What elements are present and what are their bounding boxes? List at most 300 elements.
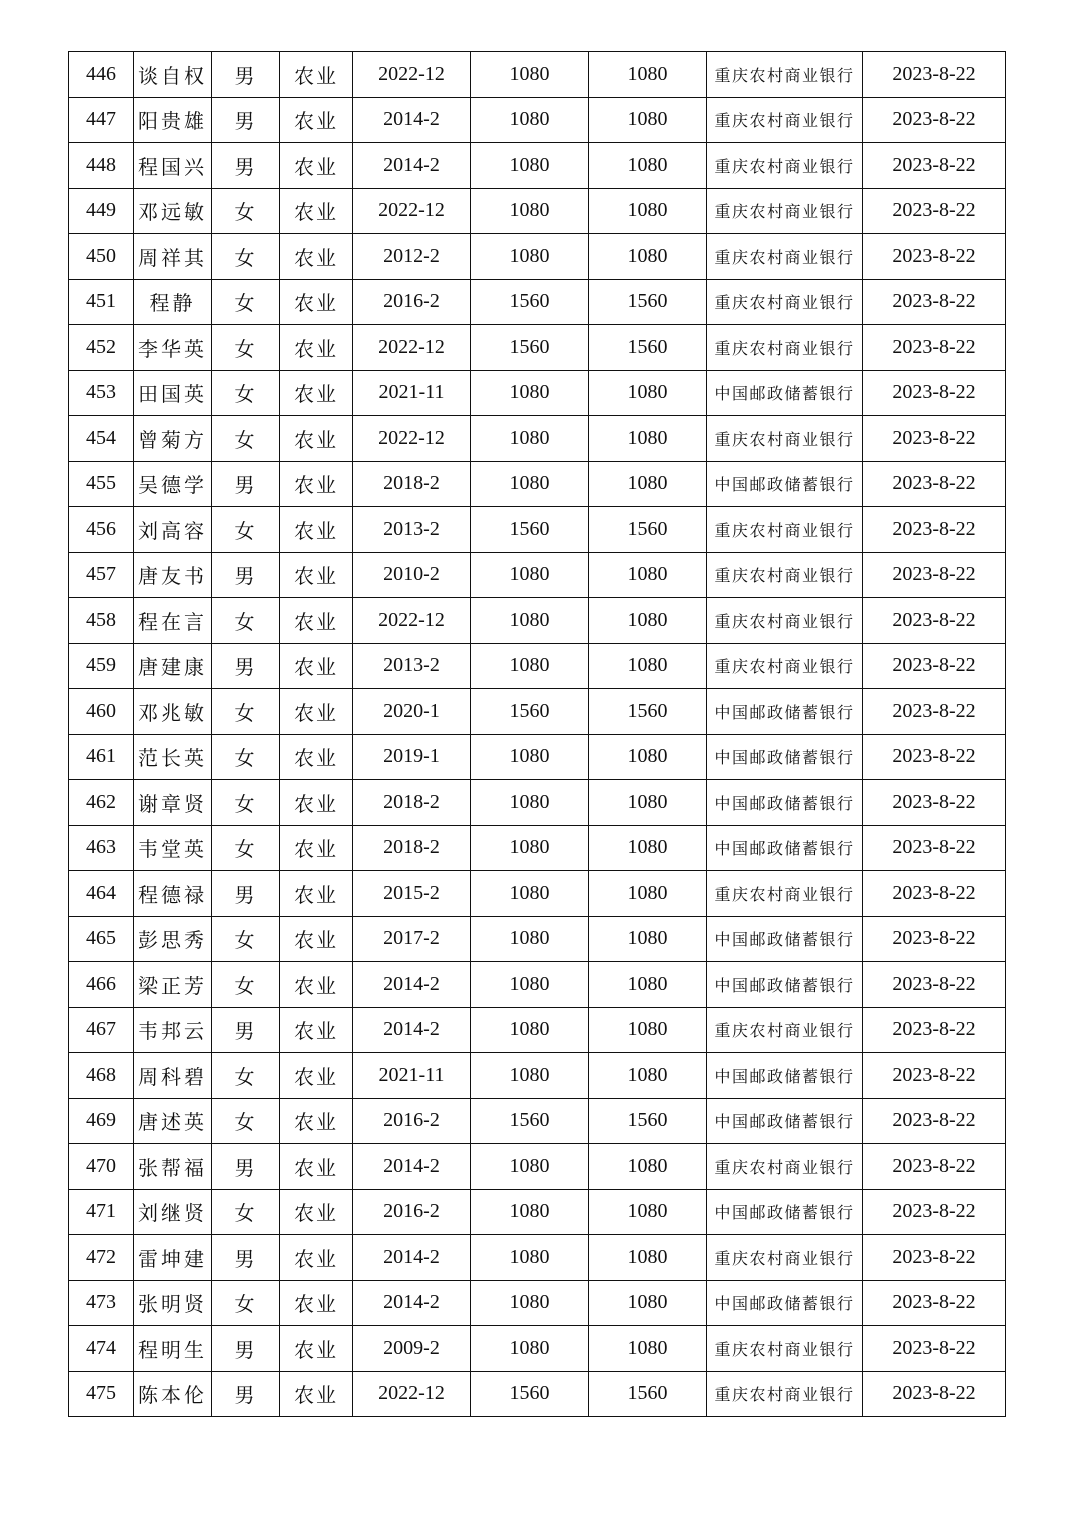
bank-name-cell: 中国邮政储蓄银行 bbox=[707, 780, 863, 826]
start-date-cell: 2017-2 bbox=[353, 916, 471, 962]
bank-name-cell: 重庆农村商业银行 bbox=[707, 52, 863, 98]
start-date-cell: 2014-2 bbox=[353, 962, 471, 1008]
issue-date-cell: 2023-8-22 bbox=[863, 962, 1006, 1008]
amount-standard-cell: 1560 bbox=[471, 325, 589, 371]
table-row bbox=[69, 871, 1006, 917]
start-date-cell: 2014-2 bbox=[353, 1280, 471, 1326]
start-date-cell: 2009-2 bbox=[353, 1326, 471, 1372]
person-name-cell: 刘继贤 bbox=[134, 1189, 212, 1235]
table-row bbox=[69, 52, 1006, 98]
table-row bbox=[69, 325, 1006, 371]
occupation-cell: 农业 bbox=[280, 279, 353, 325]
amount-standard-cell: 1080 bbox=[471, 234, 589, 280]
bank-name-cell: 重庆农村商业银行 bbox=[707, 643, 863, 689]
record-table bbox=[68, 51, 1006, 1417]
table-row bbox=[69, 1326, 1006, 1372]
table-row bbox=[69, 97, 1006, 143]
serial-number-cell: 453 bbox=[69, 370, 134, 416]
amount-paid-cell: 1560 bbox=[589, 325, 707, 371]
serial-number-cell: 462 bbox=[69, 780, 134, 826]
amount-standard-cell: 1080 bbox=[471, 1053, 589, 1099]
amount-paid-cell: 1080 bbox=[589, 188, 707, 234]
amount-paid-cell: 1080 bbox=[589, 461, 707, 507]
serial-number-cell: 460 bbox=[69, 689, 134, 735]
bank-name-cell: 重庆农村商业银行 bbox=[707, 325, 863, 371]
gender-cell: 男 bbox=[212, 552, 280, 598]
gender-cell: 女 bbox=[212, 416, 280, 462]
start-date-cell: 2021-11 bbox=[353, 370, 471, 416]
start-date-cell: 2010-2 bbox=[353, 552, 471, 598]
person-name-cell: 陈本伦 bbox=[134, 1371, 212, 1417]
amount-standard-cell: 1080 bbox=[471, 598, 589, 644]
bank-name-cell: 重庆农村商业银行 bbox=[707, 188, 863, 234]
table-row bbox=[69, 689, 1006, 735]
serial-number-cell: 468 bbox=[69, 1053, 134, 1099]
amount-paid-cell: 1560 bbox=[589, 689, 707, 735]
table-row bbox=[69, 370, 1006, 416]
person-name-cell: 李华英 bbox=[134, 325, 212, 371]
occupation-cell: 农业 bbox=[280, 52, 353, 98]
issue-date-cell: 2023-8-22 bbox=[863, 1189, 1006, 1235]
amount-standard-cell: 1080 bbox=[471, 1144, 589, 1190]
person-name-cell: 唐友书 bbox=[134, 552, 212, 598]
serial-number-cell: 464 bbox=[69, 871, 134, 917]
occupation-cell: 农业 bbox=[280, 461, 353, 507]
gender-cell: 女 bbox=[212, 825, 280, 871]
bank-name-cell: 重庆农村商业银行 bbox=[707, 234, 863, 280]
issue-date-cell: 2023-8-22 bbox=[863, 1235, 1006, 1281]
person-name-cell: 阳贵雄 bbox=[134, 97, 212, 143]
gender-cell: 女 bbox=[212, 1053, 280, 1099]
gender-cell: 男 bbox=[212, 1326, 280, 1372]
amount-paid-cell: 1560 bbox=[589, 1371, 707, 1417]
gender-cell: 女 bbox=[212, 1189, 280, 1235]
person-name-cell: 程静 bbox=[134, 279, 212, 325]
table-row bbox=[69, 1235, 1006, 1281]
occupation-cell: 农业 bbox=[280, 1235, 353, 1281]
amount-paid-cell: 1080 bbox=[589, 1144, 707, 1190]
bank-name-cell: 重庆农村商业银行 bbox=[707, 1144, 863, 1190]
person-name-cell: 梁正芳 bbox=[134, 962, 212, 1008]
serial-number-cell: 450 bbox=[69, 234, 134, 280]
occupation-cell: 农业 bbox=[280, 507, 353, 553]
serial-number-cell: 446 bbox=[69, 52, 134, 98]
serial-number-cell: 454 bbox=[69, 416, 134, 462]
person-name-cell: 邓远敏 bbox=[134, 188, 212, 234]
bank-name-cell: 中国邮政储蓄银行 bbox=[707, 962, 863, 1008]
serial-number-cell: 473 bbox=[69, 1280, 134, 1326]
bank-name-cell: 重庆农村商业银行 bbox=[707, 871, 863, 917]
gender-cell: 女 bbox=[212, 507, 280, 553]
amount-standard-cell: 1080 bbox=[471, 188, 589, 234]
occupation-cell: 农业 bbox=[280, 143, 353, 189]
table-row bbox=[69, 188, 1006, 234]
serial-number-cell: 469 bbox=[69, 1098, 134, 1144]
table-row bbox=[69, 916, 1006, 962]
serial-number-cell: 472 bbox=[69, 1235, 134, 1281]
occupation-cell: 农业 bbox=[280, 643, 353, 689]
amount-standard-cell: 1080 bbox=[471, 825, 589, 871]
issue-date-cell: 2023-8-22 bbox=[863, 1007, 1006, 1053]
person-name-cell: 程明生 bbox=[134, 1326, 212, 1372]
start-date-cell: 2022-12 bbox=[353, 598, 471, 644]
table-row bbox=[69, 1007, 1006, 1053]
person-name-cell: 程在言 bbox=[134, 598, 212, 644]
occupation-cell: 农业 bbox=[280, 916, 353, 962]
person-name-cell: 周科碧 bbox=[134, 1053, 212, 1099]
serial-number-cell: 449 bbox=[69, 188, 134, 234]
table-row bbox=[69, 234, 1006, 280]
table-row bbox=[69, 1189, 1006, 1235]
table-row bbox=[69, 1144, 1006, 1190]
start-date-cell: 2022-12 bbox=[353, 325, 471, 371]
bank-name-cell: 重庆农村商业银行 bbox=[707, 279, 863, 325]
serial-number-cell: 471 bbox=[69, 1189, 134, 1235]
bank-name-cell: 重庆农村商业银行 bbox=[707, 416, 863, 462]
occupation-cell: 农业 bbox=[280, 1144, 353, 1190]
table-row bbox=[69, 1053, 1006, 1099]
amount-paid-cell: 1560 bbox=[589, 507, 707, 553]
serial-number-cell: 457 bbox=[69, 552, 134, 598]
issue-date-cell: 2023-8-22 bbox=[863, 598, 1006, 644]
person-name-cell: 谈自权 bbox=[134, 52, 212, 98]
table-row bbox=[69, 416, 1006, 462]
issue-date-cell: 2023-8-22 bbox=[863, 370, 1006, 416]
occupation-cell: 农业 bbox=[280, 552, 353, 598]
issue-date-cell: 2023-8-22 bbox=[863, 689, 1006, 735]
amount-paid-cell: 1080 bbox=[589, 1280, 707, 1326]
serial-number-cell: 452 bbox=[69, 325, 134, 371]
amount-paid-cell: 1080 bbox=[589, 143, 707, 189]
table-row bbox=[69, 279, 1006, 325]
occupation-cell: 农业 bbox=[280, 1371, 353, 1417]
start-date-cell: 2020-1 bbox=[353, 689, 471, 735]
issue-date-cell: 2023-8-22 bbox=[863, 643, 1006, 689]
bank-name-cell: 中国邮政储蓄银行 bbox=[707, 689, 863, 735]
issue-date-cell: 2023-8-22 bbox=[863, 1098, 1006, 1144]
issue-date-cell: 2023-8-22 bbox=[863, 325, 1006, 371]
gender-cell: 女 bbox=[212, 598, 280, 644]
amount-paid-cell: 1080 bbox=[589, 1235, 707, 1281]
start-date-cell: 2014-2 bbox=[353, 97, 471, 143]
person-name-cell: 程国兴 bbox=[134, 143, 212, 189]
amount-standard-cell: 1560 bbox=[471, 507, 589, 553]
bank-name-cell: 中国邮政储蓄银行 bbox=[707, 916, 863, 962]
amount-paid-cell: 1080 bbox=[589, 370, 707, 416]
gender-cell: 男 bbox=[212, 1007, 280, 1053]
gender-cell: 男 bbox=[212, 97, 280, 143]
bank-name-cell: 重庆农村商业银行 bbox=[707, 507, 863, 553]
gender-cell: 男 bbox=[212, 643, 280, 689]
person-name-cell: 韦邦云 bbox=[134, 1007, 212, 1053]
occupation-cell: 农业 bbox=[280, 962, 353, 1008]
amount-standard-cell: 1560 bbox=[471, 1371, 589, 1417]
gender-cell: 女 bbox=[212, 1280, 280, 1326]
amount-paid-cell: 1080 bbox=[589, 916, 707, 962]
issue-date-cell: 2023-8-22 bbox=[863, 1326, 1006, 1372]
table-body bbox=[69, 52, 1006, 1417]
person-name-cell: 刘高容 bbox=[134, 507, 212, 553]
start-date-cell: 2021-11 bbox=[353, 1053, 471, 1099]
issue-date-cell: 2023-8-22 bbox=[863, 780, 1006, 826]
amount-paid-cell: 1080 bbox=[589, 1326, 707, 1372]
amount-standard-cell: 1080 bbox=[471, 734, 589, 780]
table-row bbox=[69, 962, 1006, 1008]
serial-number-cell: 461 bbox=[69, 734, 134, 780]
amount-paid-cell: 1080 bbox=[589, 97, 707, 143]
gender-cell: 女 bbox=[212, 780, 280, 826]
amount-paid-cell: 1080 bbox=[589, 1189, 707, 1235]
gender-cell: 女 bbox=[212, 279, 280, 325]
occupation-cell: 农业 bbox=[280, 325, 353, 371]
issue-date-cell: 2023-8-22 bbox=[863, 1371, 1006, 1417]
bank-name-cell: 重庆农村商业银行 bbox=[707, 598, 863, 644]
amount-standard-cell: 1080 bbox=[471, 871, 589, 917]
amount-standard-cell: 1560 bbox=[471, 689, 589, 735]
start-date-cell: 2013-2 bbox=[353, 643, 471, 689]
occupation-cell: 农业 bbox=[280, 188, 353, 234]
amount-paid-cell: 1080 bbox=[589, 234, 707, 280]
issue-date-cell: 2023-8-22 bbox=[863, 188, 1006, 234]
amount-paid-cell: 1080 bbox=[589, 416, 707, 462]
amount-standard-cell: 1080 bbox=[471, 552, 589, 598]
bank-name-cell: 中国邮政储蓄银行 bbox=[707, 1098, 863, 1144]
start-date-cell: 2018-2 bbox=[353, 825, 471, 871]
serial-number-cell: 463 bbox=[69, 825, 134, 871]
table-row bbox=[69, 598, 1006, 644]
person-name-cell: 邓兆敏 bbox=[134, 689, 212, 735]
start-date-cell: 2013-2 bbox=[353, 507, 471, 553]
start-date-cell: 2018-2 bbox=[353, 780, 471, 826]
occupation-cell: 农业 bbox=[280, 370, 353, 416]
issue-date-cell: 2023-8-22 bbox=[863, 825, 1006, 871]
person-name-cell: 雷坤建 bbox=[134, 1235, 212, 1281]
table-row bbox=[69, 507, 1006, 553]
issue-date-cell: 2023-8-22 bbox=[863, 1144, 1006, 1190]
amount-paid-cell: 1080 bbox=[589, 1053, 707, 1099]
table-row bbox=[69, 643, 1006, 689]
issue-date-cell: 2023-8-22 bbox=[863, 871, 1006, 917]
issue-date-cell: 2023-8-22 bbox=[863, 1280, 1006, 1326]
amount-standard-cell: 1080 bbox=[471, 780, 589, 826]
occupation-cell: 农业 bbox=[280, 416, 353, 462]
serial-number-cell: 455 bbox=[69, 461, 134, 507]
serial-number-cell: 475 bbox=[69, 1371, 134, 1417]
gender-cell: 男 bbox=[212, 461, 280, 507]
serial-number-cell: 474 bbox=[69, 1326, 134, 1372]
amount-standard-cell: 1080 bbox=[471, 1235, 589, 1281]
bank-name-cell: 中国邮政储蓄银行 bbox=[707, 1053, 863, 1099]
amount-standard-cell: 1080 bbox=[471, 1007, 589, 1053]
bank-name-cell: 中国邮政储蓄银行 bbox=[707, 1280, 863, 1326]
amount-standard-cell: 1080 bbox=[471, 1326, 589, 1372]
amount-standard-cell: 1080 bbox=[471, 916, 589, 962]
bank-name-cell: 重庆农村商业银行 bbox=[707, 1235, 863, 1281]
amount-paid-cell: 1080 bbox=[589, 643, 707, 689]
table-row bbox=[69, 1280, 1006, 1326]
gender-cell: 女 bbox=[212, 916, 280, 962]
start-date-cell: 2019-1 bbox=[353, 734, 471, 780]
amount-paid-cell: 1560 bbox=[589, 1098, 707, 1144]
bank-name-cell: 中国邮政储蓄银行 bbox=[707, 1189, 863, 1235]
bank-name-cell: 重庆农村商业银行 bbox=[707, 143, 863, 189]
occupation-cell: 农业 bbox=[280, 1007, 353, 1053]
serial-number-cell: 466 bbox=[69, 962, 134, 1008]
occupation-cell: 农业 bbox=[280, 1189, 353, 1235]
person-name-cell: 唐述英 bbox=[134, 1098, 212, 1144]
serial-number-cell: 459 bbox=[69, 643, 134, 689]
gender-cell: 男 bbox=[212, 143, 280, 189]
gender-cell: 女 bbox=[212, 1098, 280, 1144]
issue-date-cell: 2023-8-22 bbox=[863, 552, 1006, 598]
gender-cell: 女 bbox=[212, 325, 280, 371]
gender-cell: 女 bbox=[212, 188, 280, 234]
amount-standard-cell: 1080 bbox=[471, 52, 589, 98]
gender-cell: 女 bbox=[212, 734, 280, 780]
start-date-cell: 2014-2 bbox=[353, 1235, 471, 1281]
table-row bbox=[69, 734, 1006, 780]
table-row bbox=[69, 1371, 1006, 1417]
amount-standard-cell: 1080 bbox=[471, 461, 589, 507]
serial-number-cell: 467 bbox=[69, 1007, 134, 1053]
amount-paid-cell: 1080 bbox=[589, 825, 707, 871]
table-row bbox=[69, 825, 1006, 871]
gender-cell: 男 bbox=[212, 52, 280, 98]
serial-number-cell: 456 bbox=[69, 507, 134, 553]
start-date-cell: 2016-2 bbox=[353, 1098, 471, 1144]
gender-cell: 男 bbox=[212, 871, 280, 917]
person-name-cell: 程德禄 bbox=[134, 871, 212, 917]
amount-standard-cell: 1080 bbox=[471, 416, 589, 462]
table-row bbox=[69, 143, 1006, 189]
occupation-cell: 农业 bbox=[280, 1280, 353, 1326]
issue-date-cell: 2023-8-22 bbox=[863, 1053, 1006, 1099]
serial-number-cell: 447 bbox=[69, 97, 134, 143]
start-date-cell: 2014-2 bbox=[353, 1144, 471, 1190]
gender-cell: 女 bbox=[212, 370, 280, 416]
person-name-cell: 张明贤 bbox=[134, 1280, 212, 1326]
table-row bbox=[69, 1098, 1006, 1144]
person-name-cell: 韦堂英 bbox=[134, 825, 212, 871]
start-date-cell: 2022-12 bbox=[353, 416, 471, 462]
start-date-cell: 2014-2 bbox=[353, 143, 471, 189]
issue-date-cell: 2023-8-22 bbox=[863, 416, 1006, 462]
issue-date-cell: 2023-8-22 bbox=[863, 234, 1006, 280]
gender-cell: 女 bbox=[212, 234, 280, 280]
person-name-cell: 田国英 bbox=[134, 370, 212, 416]
occupation-cell: 农业 bbox=[280, 1053, 353, 1099]
occupation-cell: 农业 bbox=[280, 780, 353, 826]
issue-date-cell: 2023-8-22 bbox=[863, 279, 1006, 325]
amount-paid-cell: 1080 bbox=[589, 1007, 707, 1053]
amount-paid-cell: 1080 bbox=[589, 552, 707, 598]
amount-standard-cell: 1080 bbox=[471, 370, 589, 416]
table-row bbox=[69, 461, 1006, 507]
issue-date-cell: 2023-8-22 bbox=[863, 734, 1006, 780]
person-name-cell: 周祥其 bbox=[134, 234, 212, 280]
bank-name-cell: 重庆农村商业银行 bbox=[707, 97, 863, 143]
occupation-cell: 农业 bbox=[280, 689, 353, 735]
issue-date-cell: 2023-8-22 bbox=[863, 143, 1006, 189]
occupation-cell: 农业 bbox=[280, 871, 353, 917]
occupation-cell: 农业 bbox=[280, 598, 353, 644]
start-date-cell: 2016-2 bbox=[353, 1189, 471, 1235]
bank-name-cell: 重庆农村商业银行 bbox=[707, 1326, 863, 1372]
amount-paid-cell: 1080 bbox=[589, 962, 707, 1008]
bank-name-cell: 重庆农村商业银行 bbox=[707, 1371, 863, 1417]
gender-cell: 男 bbox=[212, 1371, 280, 1417]
issue-date-cell: 2023-8-22 bbox=[863, 507, 1006, 553]
occupation-cell: 农业 bbox=[280, 734, 353, 780]
amount-standard-cell: 1080 bbox=[471, 97, 589, 143]
occupation-cell: 农业 bbox=[280, 825, 353, 871]
occupation-cell: 农业 bbox=[280, 234, 353, 280]
amount-standard-cell: 1080 bbox=[471, 1189, 589, 1235]
bank-name-cell: 中国邮政储蓄银行 bbox=[707, 461, 863, 507]
start-date-cell: 2022-12 bbox=[353, 1371, 471, 1417]
amount-standard-cell: 1560 bbox=[471, 279, 589, 325]
occupation-cell: 农业 bbox=[280, 1098, 353, 1144]
person-name-cell: 张帮福 bbox=[134, 1144, 212, 1190]
gender-cell: 男 bbox=[212, 1144, 280, 1190]
person-name-cell: 范长英 bbox=[134, 734, 212, 780]
amount-standard-cell: 1560 bbox=[471, 1098, 589, 1144]
issue-date-cell: 2023-8-22 bbox=[863, 52, 1006, 98]
amount-standard-cell: 1080 bbox=[471, 643, 589, 689]
serial-number-cell: 448 bbox=[69, 143, 134, 189]
serial-number-cell: 458 bbox=[69, 598, 134, 644]
person-name-cell: 彭思秀 bbox=[134, 916, 212, 962]
serial-number-cell: 451 bbox=[69, 279, 134, 325]
amount-paid-cell: 1560 bbox=[589, 279, 707, 325]
start-date-cell: 2014-2 bbox=[353, 1007, 471, 1053]
bank-name-cell: 中国邮政储蓄银行 bbox=[707, 370, 863, 416]
issue-date-cell: 2023-8-22 bbox=[863, 916, 1006, 962]
start-date-cell: 2022-12 bbox=[353, 188, 471, 234]
bank-name-cell: 重庆农村商业银行 bbox=[707, 1007, 863, 1053]
serial-number-cell: 470 bbox=[69, 1144, 134, 1190]
amount-paid-cell: 1080 bbox=[589, 871, 707, 917]
start-date-cell: 2015-2 bbox=[353, 871, 471, 917]
amount-standard-cell: 1080 bbox=[471, 143, 589, 189]
occupation-cell: 农业 bbox=[280, 97, 353, 143]
start-date-cell: 2018-2 bbox=[353, 461, 471, 507]
amount-paid-cell: 1080 bbox=[589, 598, 707, 644]
amount-paid-cell: 1080 bbox=[589, 52, 707, 98]
person-name-cell: 曾菊方 bbox=[134, 416, 212, 462]
occupation-cell: 农业 bbox=[280, 1326, 353, 1372]
start-date-cell: 2012-2 bbox=[353, 234, 471, 280]
bank-name-cell: 中国邮政储蓄银行 bbox=[707, 825, 863, 871]
amount-paid-cell: 1080 bbox=[589, 734, 707, 780]
table-row bbox=[69, 552, 1006, 598]
start-date-cell: 2022-12 bbox=[353, 52, 471, 98]
table-row bbox=[69, 780, 1006, 826]
person-name-cell: 唐建康 bbox=[134, 643, 212, 689]
gender-cell: 女 bbox=[212, 962, 280, 1008]
bank-name-cell: 重庆农村商业银行 bbox=[707, 552, 863, 598]
amount-paid-cell: 1080 bbox=[589, 780, 707, 826]
start-date-cell: 2016-2 bbox=[353, 279, 471, 325]
amount-standard-cell: 1080 bbox=[471, 962, 589, 1008]
person-name-cell: 吴德学 bbox=[134, 461, 212, 507]
issue-date-cell: 2023-8-22 bbox=[863, 461, 1006, 507]
bank-name-cell: 中国邮政储蓄银行 bbox=[707, 734, 863, 780]
gender-cell: 女 bbox=[212, 689, 280, 735]
gender-cell: 男 bbox=[212, 1235, 280, 1281]
amount-standard-cell: 1080 bbox=[471, 1280, 589, 1326]
serial-number-cell: 465 bbox=[69, 916, 134, 962]
